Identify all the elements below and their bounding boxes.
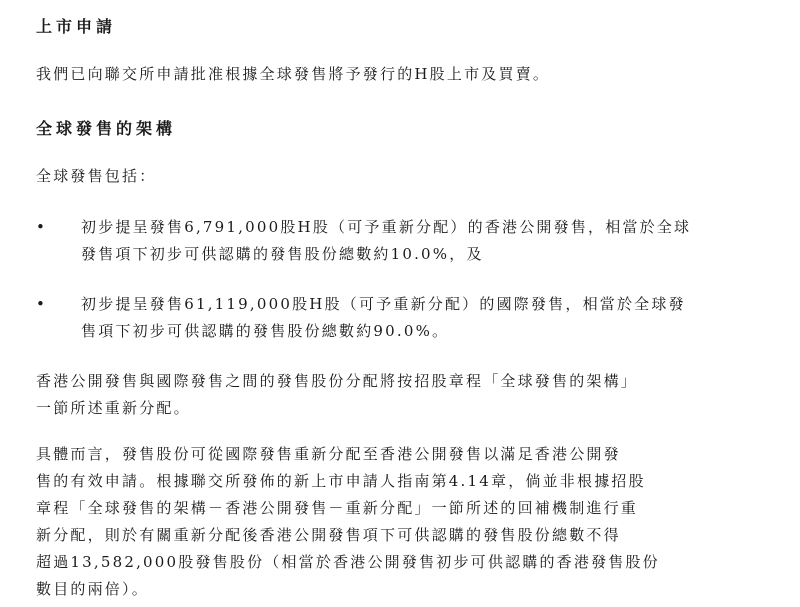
text-line: 售的有效申請。根據聯交所發佈的新上市申請人指南第4.14章，倘並非根據招股: [36, 472, 646, 490]
text-line: 香港公開發售與國際發售之間的發售股份分配將按招股章程「全球發售的架構」: [36, 372, 639, 390]
reallocation-details-paragraph: [36, 441, 756, 603]
bullet-marker: •: [36, 218, 45, 236]
text-line: 超過13,582,000股發售股份（相當於香港公開發售初步可供認購的香港發售股份: [36, 553, 660, 571]
text-line: 我們已向聯交所申請批准根據全球發售將予發行的H股上市及買賣。: [36, 65, 551, 83]
global-offering-structure-heading: 全球發售的架構: [36, 119, 177, 138]
text-line: 數目的兩倍）。: [36, 580, 149, 598]
text-line: 具體而言，發售股份可從國際發售重新分配至香港公開發售以滿足香港公開發: [36, 445, 621, 463]
text-line: 發售項下初步可供認購的發售股份總數約10.0%，及: [81, 245, 484, 263]
text-line: 一節所述重新分配。: [36, 399, 191, 417]
global-offering-intro: [36, 163, 756, 190]
reallocation-paragraph: [36, 368, 756, 422]
text-line: 章程「全球發售的架構－香港公開發售－重新分配」一節所述的回補機制進行重: [36, 499, 639, 517]
text-line: 初步提呈發售61,119,000股H股（可予重新分配）的國際發售，相當於全球發: [81, 295, 686, 313]
text-line: 售項下初步可供認購的發售股份總數約90.0%。: [81, 322, 450, 340]
bullet-item-hk-offering: [81, 214, 761, 268]
text-line: 新分配，則於有關重新分配後香港公開發售項下可供認購的發售股份總數不得: [36, 526, 621, 544]
listing-application-heading: 上市申請: [36, 17, 117, 36]
text-line: 初步提呈發售6,791,000股H股（可予重新分配）的香港公開發售，相當於全球: [81, 218, 692, 236]
text-line: 全球發售包括：: [36, 167, 157, 185]
listing-application-text: [36, 61, 756, 88]
bullet-marker: •: [36, 295, 45, 313]
bullet-item-international-offering: [81, 291, 761, 345]
